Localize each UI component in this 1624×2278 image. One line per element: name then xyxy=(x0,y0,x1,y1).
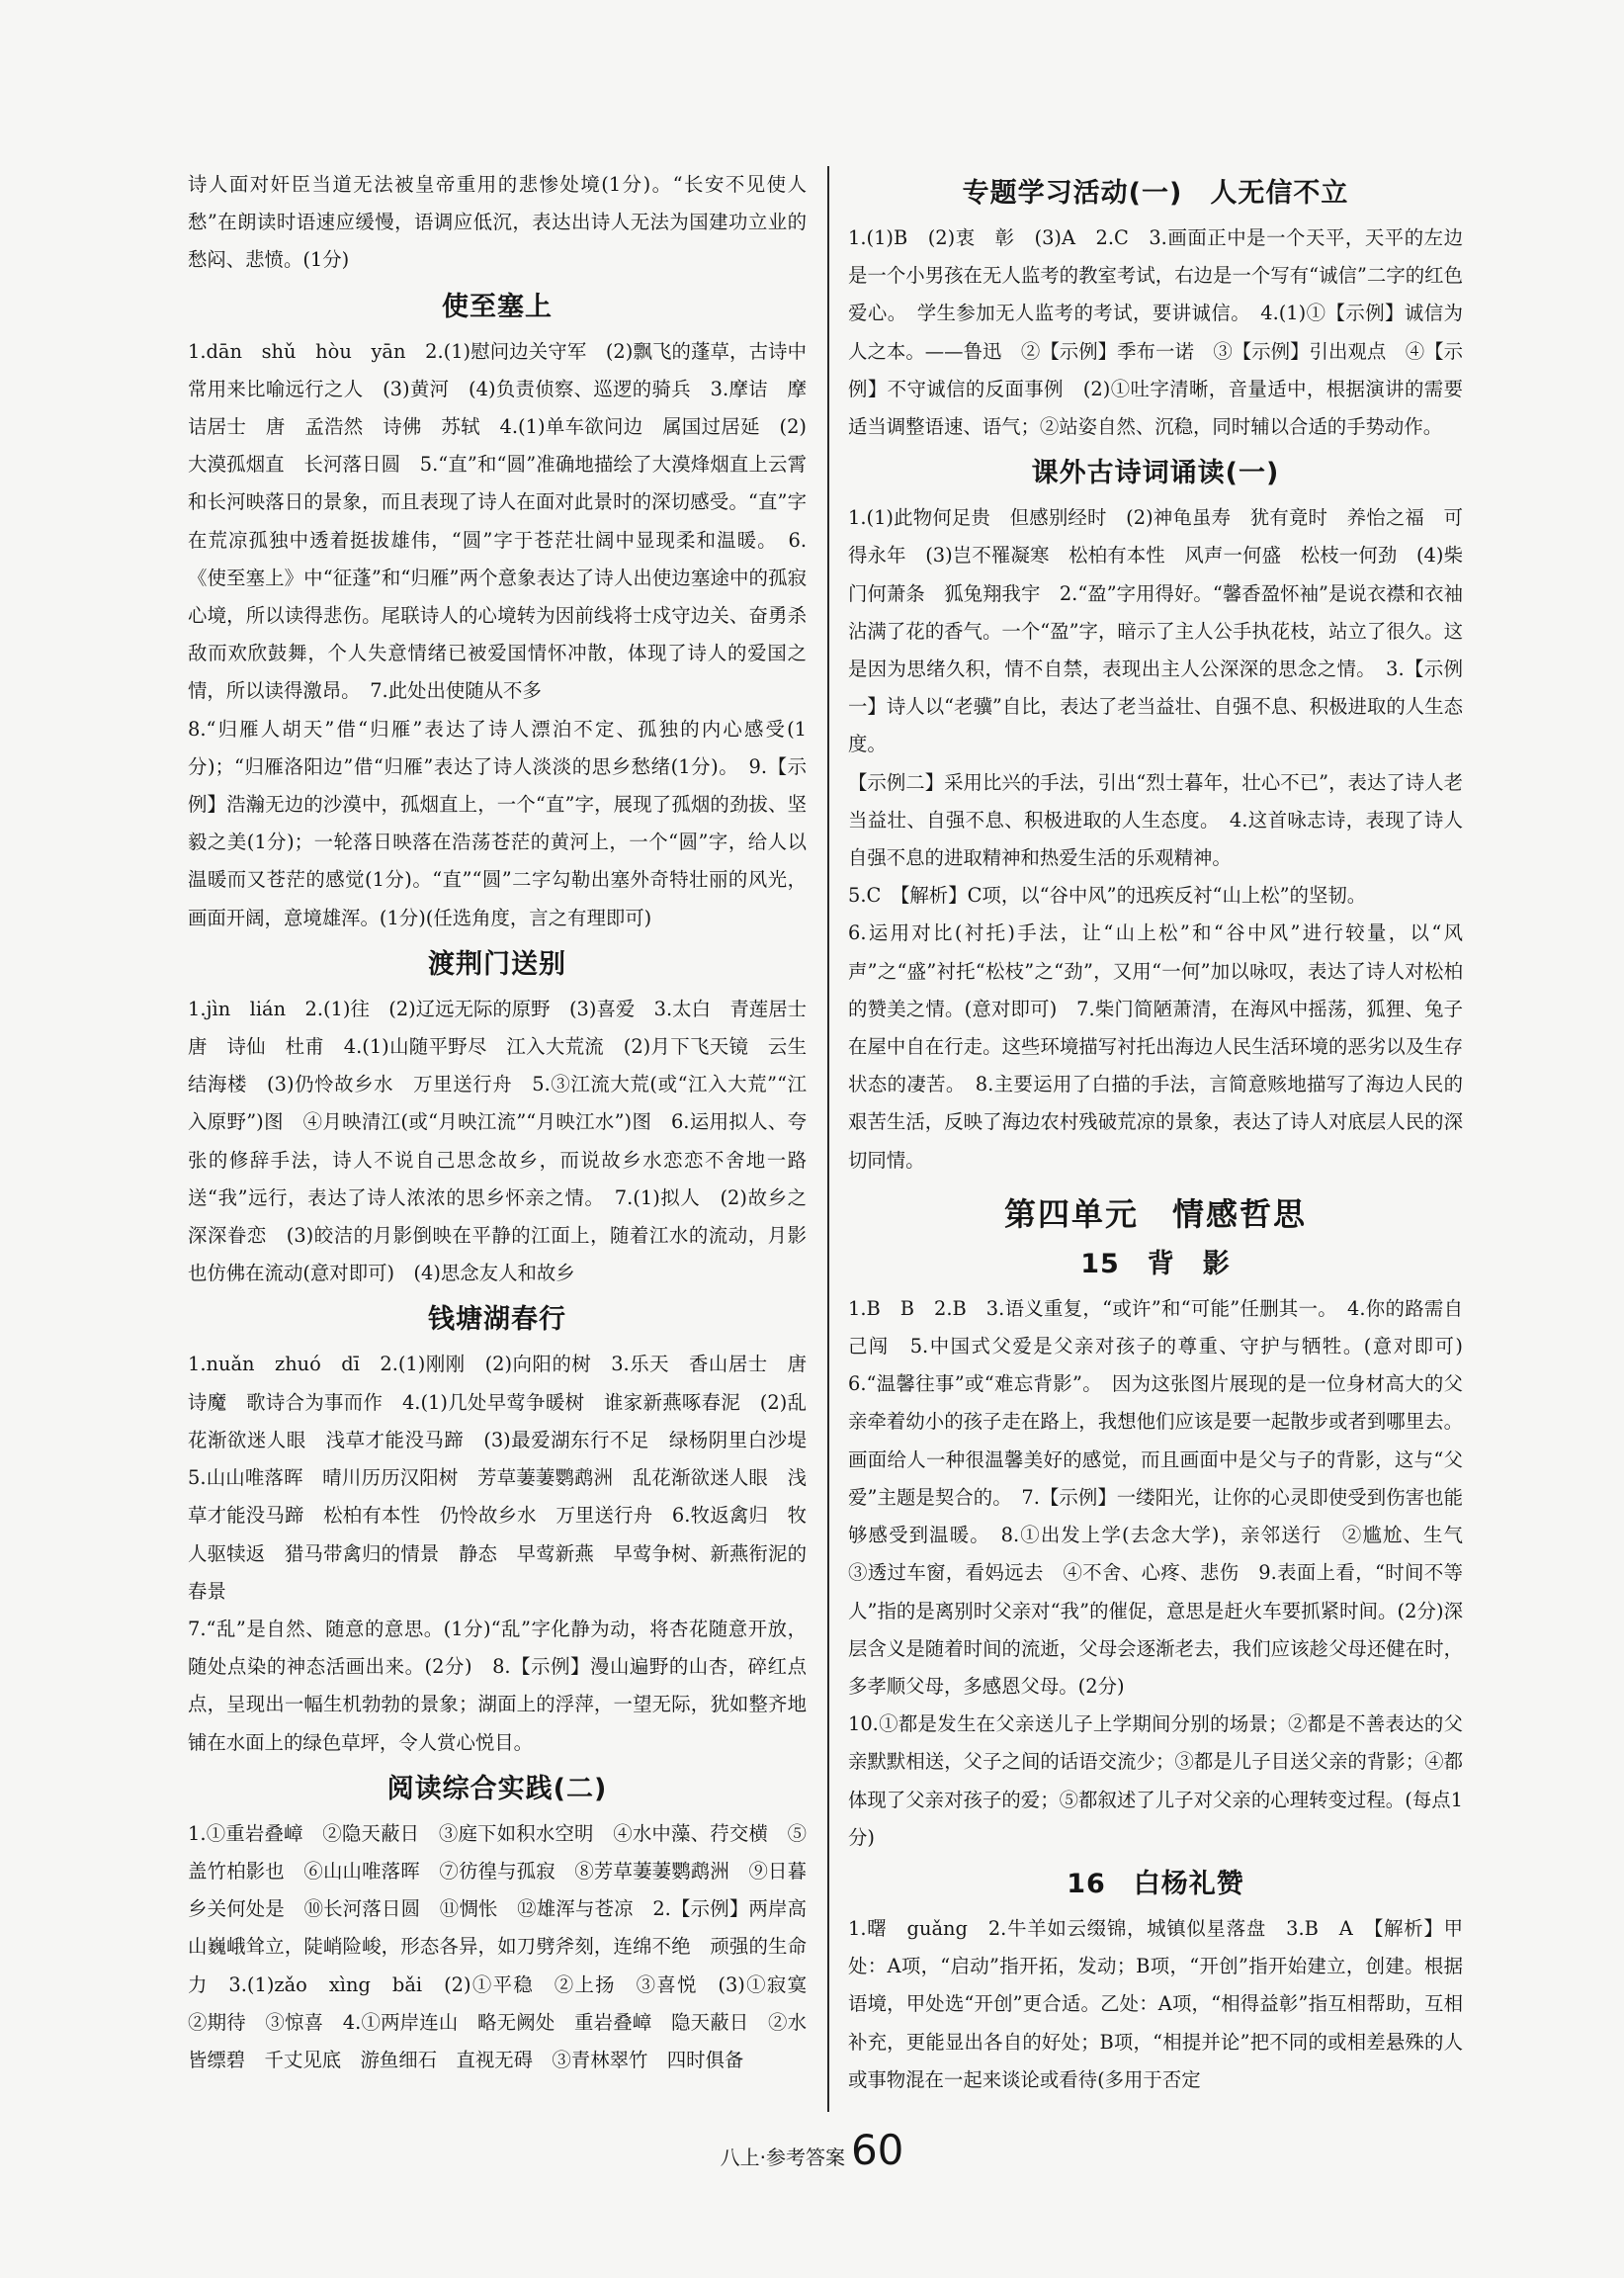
section-title: 16 白杨礼赞 xyxy=(1067,1868,1244,1899)
answer-paragraph: 6.运用对比(衬托)手法，让“山上松”和“谷中风”进行较量，以“风声”之“盛”衬托“松枝”之“劲”，又用“一何”加以咏叹，表达了诗人对松柏的赞美之情。(意对即可) 7.柴门简陋萧清，在海风中摇荡，狐狸、兔子在屋中自在行走。这些环境描写衬托出海边人民生活环境的恶劣以及生存状态的凄苦。 8.主要运用了白描的手法，言简意赅地描写了海边人民的艰苦生活，反映了海边农村残破荒凉的景象，表达了诗人对底层人民的深切同情。 xyxy=(848,921,1463,1172)
answer-paragraph: 1.①重岩叠嶂 ②隐天蔽日 ③庭下如积水空明 ④水中藻、荇交横 ⑤盖竹柏影也 ⑥山山唯落晖 ⑦彷徨与孤寂 ⑧芳草萋萋鹦鹉洲 ⑨日暮乡关何处是 ⑩长河落日圆 ⑪惆怅 ⑫雄浑与苍凉 2.【示例】两岸高山巍峨耸立，陡峭险峻，形态各异，如刀劈斧刻，连绵不绝 顽强的生命力 3.(1)zǎo xìng bǎi (2)①平稳 ②上扬 ③喜悦 (3)①寂寞 ②期待 ③惊喜 4.①两岸连山 略无阙处 重岩叠嶂 隐天蔽日 ②水皆缥碧 千丈见底 游鱼细石 直视无碍 ③青林翠竹 四时俱备 xyxy=(188,1821,826,2071)
section-title: 阅读综合实践(二) xyxy=(386,1773,608,1804)
right-column xyxy=(848,166,1483,2099)
answer-paragraph: 1.nuǎn zhuó dī 2.(1)刚刚 (2)向阳的树 3.乐天 香山居士 唐 诗魔 歌诗合为事而作 4.(1)几处早莺争暖树 谁家新燕啄春泥 (2)乱花渐欲迷人眼 浅草才能没马蹄 (3)最爱湖东行不足 绿杨阴里白沙堤 5.山山唯落晖 晴川历历汉阳树 芳草萋萋鹦鹉洲 乱花渐欲迷人眼 浅草才能没马蹄 松柏有本性 仍怜故乡水 万里送行舟 6.牧返禽归 牧人驱犊返 猎马带禽归的情景 静态 早莺新燕 早莺争树、新燕衔泥的春景 xyxy=(188,1353,826,1603)
answer-paragraph: 10.①都是发生在父亲送儿子上学期间分别的场景；②都是不善表达的父亲默默相送，父子之间的话语交流少；③都是儿子目送父亲的背影；④都体现了父亲对孩子的爱；⑤都叙述了儿子对父亲的心理转变过程。(每点1分) xyxy=(848,1712,1463,1849)
section-title: 课外古诗词诵读(一) xyxy=(1031,458,1280,489)
section-title: 专题学习活动(一) 人无信不立 xyxy=(962,178,1349,209)
answer-paragraph: 1.(1)B (2)衷 彰 (3)A 2.C 3.画面正中是一个天平，天平的左边是一个小男孩在无人监考的教室考试，右边是一个写有“诚信”二字的红色爱心。 学生参加无人监考的考试，要讲诚信。 4.(1)①【示例】诚信为人之本。——鲁迅 ②【示例】季布一诺 ③【示例】引出观点 ④【示例】不守诚信的反面事例 (2)①吐字清晰，音量适中，根据演讲的需要适当调整语速、语气；②站姿自然、沉稳，同时辅以合适的手势动作。 xyxy=(848,226,1463,439)
page-number: 60 xyxy=(850,2126,904,2174)
answer-paragraph: 5.C 【解析】C项，以“谷中风”的迅疾反衬“山上松”的坚韧。 xyxy=(848,884,1367,908)
answer-paragraph: 1.曙 guǎng 2.牛羊如云缀锦，城镇似星落盘 3.B A 【解析】甲处：A项，“启动”指开拓，发动；B项，“开创”指开始建立，创建。根据语境，甲处选“开创”更合适。乙处：A项，“相得益彰”指互相帮助，互相补充，更能显出各自的好处；B项，“相提并论”把不同的或相差悬殊的人或事物混在一起来谈论或看待(多用于否定 xyxy=(848,1916,1463,2091)
section-title: 渡荆门送别 xyxy=(428,948,566,980)
footer-label: 八上·参考答案 xyxy=(720,2146,845,2169)
section-title: 使至塞上 xyxy=(442,291,553,322)
answer-paragraph: 1.dān shǔ hòu yān 2.(1)慰问边关守军 (2)飘飞的蓬草，古诗中常用来比喻远行之人 (3)黄河 (4)负责侦察、巡逻的骑兵 3.摩诘 摩诘居士 唐 孟浩然 诗佛 苏轼 4.(1)单车欲问边 属国过居延 (2)大漠孤烟直 长河落日圆 5.“直”和“圆”准确地描绘了大漠烽烟直上云霄和长河映落日的景象，而且表现了诗人在面对此景时的深切感受。“直”字在荒凉孤独中透着挺拔雄伟，“圆”字于苍茫壮阔中显现柔和温暖。 6.《使至塞上》中“征蓬”和“归雁”两个意象表达了诗人出使边塞途中的孤寂心境，所以读得悲伤。尾联诗人的心境转为因前线将士戍守边关、奋勇杀敌而欢欣鼓舞，个人失意情绪已被爱国情怀冲散，体现了诗人的爱国之情，所以读得激昂。 7.此处出使随从不多 xyxy=(188,339,807,703)
answer-paragraph: 1.jìn lián 2.(1)往 (2)辽远无际的原野 (3)喜爱 3.太白 青莲居士 唐 诗仙 杜甫 4.(1)山随平野尽 江入大荒流 (2)月下飞天镜 云生结海楼 (3)仍怜故乡水 万里送行舟 5.③江流大荒(或“江入大荒”“江入原野”)图 ④月映清江(或“月映江流”“月映江水”)图 6.运用拟人、夸张的修辞手法，诗人不说自己思念故乡，而说故乡水恋恋不舍地一路送“我”远行，表达了诗人浓浓的思乡怀亲之情。 7.(1)拟人 (2)故乡之深深眷恋 (3)皎洁的月影倒映在平静的江面上，随着江水的流动，月影也仿佛在流动(意对即可) (4)思念友人和故乡 xyxy=(188,997,826,1285)
page-footer xyxy=(0,2126,1624,2174)
section-title: 钱塘湖春行 xyxy=(428,1304,566,1336)
section-title: 15 背 影 xyxy=(1080,1248,1231,1279)
left-column xyxy=(188,166,826,2079)
answer-paragraph: 1.B B 2.B 3.语义重复，“或许”和“可能”任删其一。 4.你的路需自己闯 5.中国式父爱是父亲对孩子的尊重、守护与牺牲。(意对即可) 6.“温馨往事”或“难忘背影”。 因为这张图片展现的是一位身材高大的父亲牵着幼小的孩子走在路上，我想他们应该是要一起散步或者到哪里去。画面给人一种很温馨美好的感觉，而且画面中是父与子的背影，这与“父爱”主题是契合的。 7.【示例】一缕阳光，让你的心灵即使受到伤害也能够感受到温暖。 8.①出发上学(去念大学)，亲邻送行 ②尴尬、生气 ③透过车窗，看妈远去 ④不舍、心疼、悲伤 9.表面上看，“时间不等人”指的是离别时父亲对“我”的催促，意思是赶火车要抓紧时间。(2分)深层含义是随着时间的流逝，父母会逐渐老去，我们应该趁父母还健在时，多孝顺父母，多感恩父母。(2分) xyxy=(848,1296,1483,1698)
answer-paragraph: 诗人面对奸臣当道无法被皇帝重用的悲惨处境(1分)。“长安不见使人愁”在朗读时语速应缓慢，语调应低沉，表达出诗人无法为国建功立业的愁闷、悲愤。(1分) xyxy=(188,173,807,272)
answer-paragraph: 8.“归雁人胡天”借“归雁”表达了诗人漂泊不定、孤独的内心感受(1分)；“归雁洛阳边”借“归雁”表达了诗人淡淡的思乡愁绪(1分)。 9.【示例】浩瀚无边的沙漠中，孤烟直上，一个“直”字，展现了孤烟的劲拔、坚毅之美(1分)；一轮落日映落在浩荡苍茫的黄河上，一个“圆”字，给人以温暖而又苍茫的感觉(1分)。“直”“圆”二字勾勒出塞外奇特壮丽的风光，画面开阔，意境雄浑。(1分)(任选角度，言之有理即可) xyxy=(188,717,807,929)
unit-title: 第四单元 情感哲思 xyxy=(1003,1194,1307,1233)
answer-paragraph: 7.“乱”是自然、随意的意思。(1分)“乱”字化静为动，将杏花随意开放，随处点染的神态活画出来。(2分) 8.【示例】漫山遍野的山杏，碎红点点，呈现出一幅生机勃勃的景象；湖面上的浮萍，一望无际，犹如整齐地铺在水面上的绿色草坪，令人赏心悦目。 xyxy=(188,1617,807,1754)
column-divider xyxy=(827,166,829,2112)
answer-paragraph: 1.(1)此物何足贵 但感别经时 (2)神龟虽寿 犹有竟时 养怡之福 可得永年 (3)岂不罹凝寒 松柏有本性 风声一何盛 松枝一何劲 (4)柴门何萧条 狐兔翔我宇 2.“盈”字用得好。“馨香盈怀袖”是说衣襟和衣袖沾满了花的香气。一个“盈”字，暗示了主人公手执花枝，站立了很久。这是因为思绪久积，情不自禁，表现出主人公深深的思念之情。 3.【示例一】诗人以“老骥”自比，表达了老当益壮、自强不息、积极进取的人生态度。 xyxy=(848,506,1463,756)
answer-paragraph: 【示例二】采用比兴的手法，引出“烈士暮年，壮心不已”，表达了诗人老当益壮、自强不息、积极进取的人生态度。 4.这首咏志诗，表现了诗人自强不息的进取精神和热爱生活的乐观精神。 xyxy=(848,770,1463,870)
